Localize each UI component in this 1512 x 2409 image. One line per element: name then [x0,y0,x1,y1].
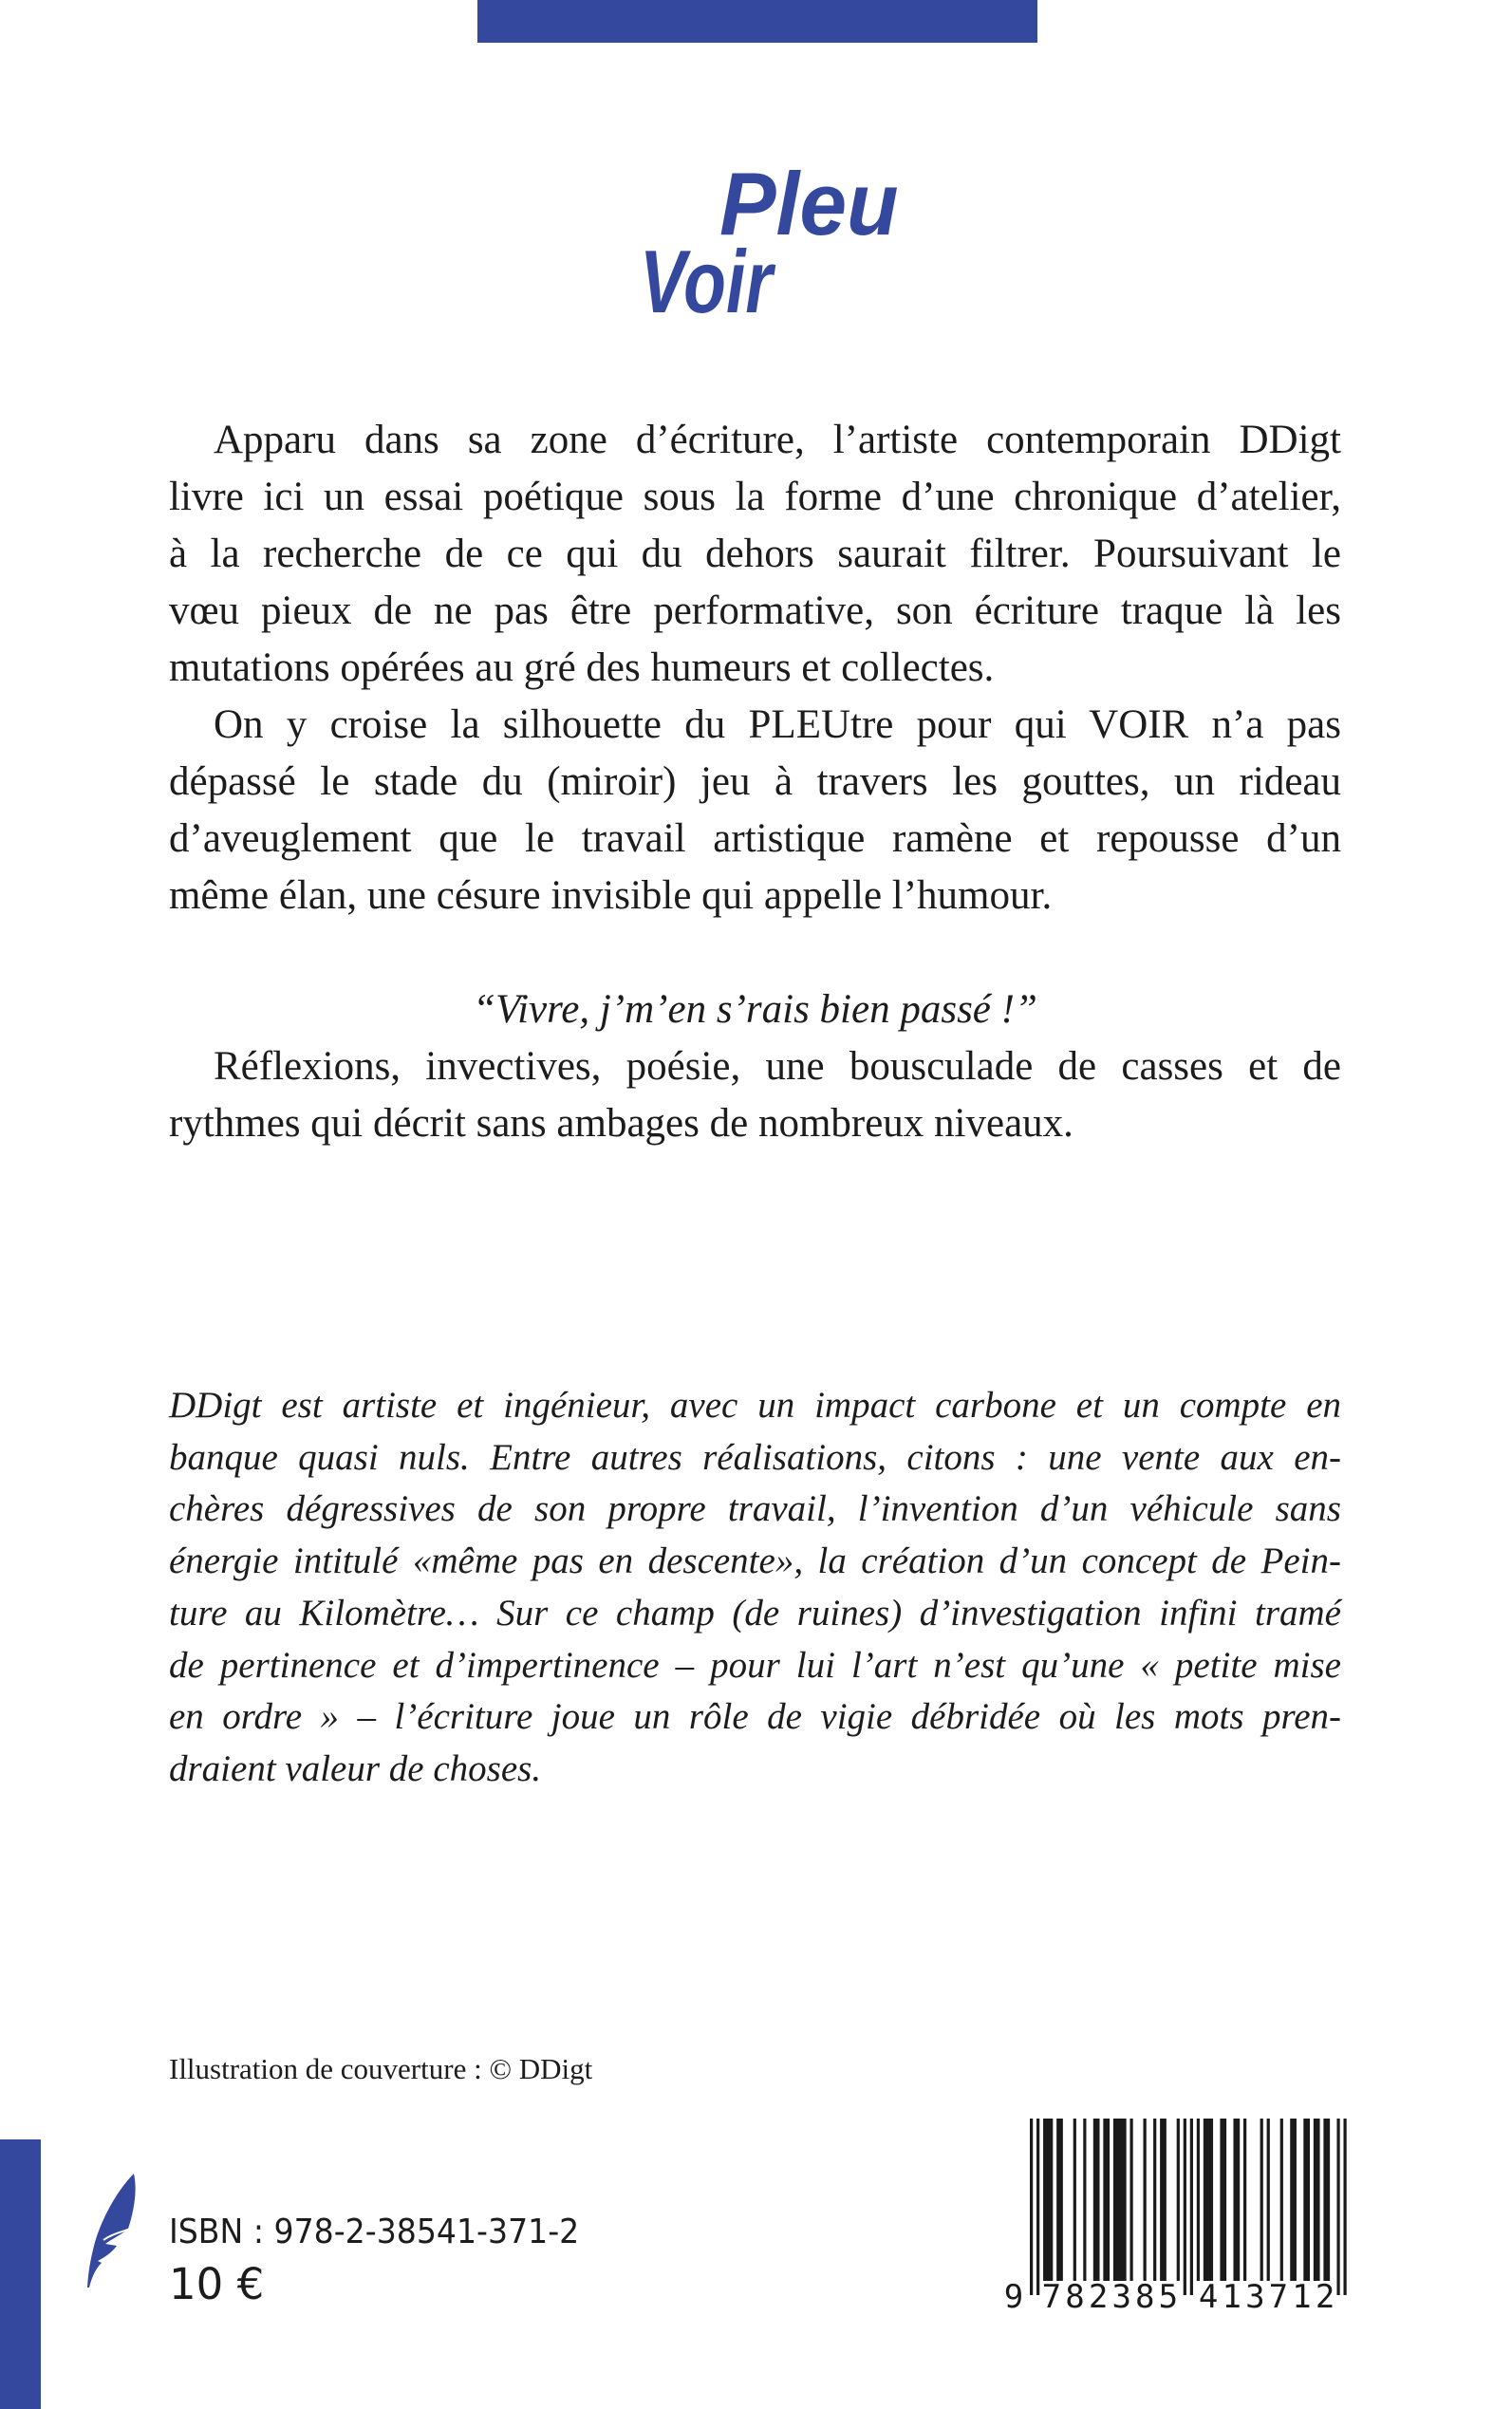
synopsis-line: On y croise la silhouette du PLEUtre pour qui VOIR n’a pas [214,702,1341,747]
barcode-bar [1043,2119,1053,2281]
barcode-digit: 8 [1135,2278,1155,2314]
barcode-bar [1103,2119,1110,2281]
synopsis-line: rythmes qui décrit sans ambages de nombreux niveaux. [169,1101,1073,1146]
barcode-digit: 7 [1268,2278,1289,2314]
synopsis-line: mutations opérées au gré des humeurs et collectes. [169,645,995,690]
barcode-bar [1184,2119,1186,2295]
synopsis-line: dépassé le stade du (miroir) jeu à travers les gouttes, un rideau [169,759,1341,804]
barcode-bar [1204,2119,1213,2281]
bio-line: DDigt est artiste et ingénieur, avec un impact carbone et un compte en [169,1385,1341,1426]
barcode-digit: 2 [1088,2278,1109,2314]
title-line-1: Pleu [719,154,899,253]
barcode-digit: 1 [1222,2278,1241,2314]
barcode-bar [1343,2119,1346,2295]
barcode-bar [1303,2119,1310,2281]
barcode-bar [1280,2119,1283,2281]
barcode-digit: 2 [1315,2278,1335,2314]
barcode-bar [1113,2119,1127,2281]
barcode-bar [1030,2119,1033,2295]
barcode-bar [1056,2119,1063,2281]
barcode-bar [1190,2119,1193,2295]
barcode-digit: 4 [1198,2278,1219,2314]
barcode-bar [1197,2119,1200,2281]
synopsis-line: vœu pieux de ne pas être performative, son écriture traque là les [169,588,1341,633]
bio-line: banque quasi nuls. Entre autres réalisations, citons : une vente aux en- [169,1436,1341,1478]
bio-line: en ordre » – l’écriture joue un rôle de vigie débridée où les mots pren- [169,1696,1341,1738]
barcode-bar [1220,2119,1226,2281]
feather-icon [81,2170,141,2293]
barcode-bar [1036,2119,1039,2295]
bio-line: draient valeur de choses. [169,1747,542,1789]
barcode-bar [1153,2119,1156,2281]
bio-line: de pertinence et d’impertinence – pour lui l’art n’est qu’une « petite mise [169,1644,1341,1686]
barcode-bar [1073,2119,1076,2281]
barcode-bar [1160,2119,1167,2281]
barcode-bar [1093,2119,1100,2281]
barcode-bar [1233,2119,1240,2281]
price: 10 € [169,2259,265,2309]
barcode-bar [1267,2119,1270,2281]
barcode-bar [1314,2119,1320,2281]
author-bio [169,1380,1341,1796]
barcode-digit: 9 [1003,2278,1024,2314]
synopsis-line: même élan, une césure invisible qui appelle l’humour. [169,873,1053,918]
illustration-credit: Illustration de couverture : © DDigt [169,2052,593,2085]
bio-line: énergie intitulé «même pas en descente», la création d’un concept de Pein- [169,1541,1341,1582]
synopsis-line: d’aveuglement que le travail artistique ramène et repousse d’un [169,816,1341,861]
barcode-bar [1323,2119,1330,2281]
synopsis-paragraph-1 [169,412,1341,924]
barcode-bar [1243,2119,1246,2281]
bio-line: ture au Kilomètre… Sur ce champ (de ruines) d’investigation infini tramé [169,1592,1341,1634]
barcode-bar [1083,2119,1086,2281]
barcode-digit: 8 [1065,2278,1085,2314]
barcode-digit: 5 [1158,2278,1179,2314]
synopsis-line: Réflexions, invectives, poésie, une bousculade de casses et de [214,1044,1341,1089]
top-color-bar [477,0,1037,43]
synopsis-line: à la recherche de ce qui du dehors saurait filtrer. Poursuivant le [169,532,1341,576]
synopsis-paragraph-3 [169,1038,1341,1152]
barcode-bar [1129,2119,1132,2281]
synopsis-line: Apparu dans sa zone d’écriture, l’artiste contemporain DDigt [214,418,1341,462]
barcode-bar [1290,2119,1297,2281]
barcode-digit: 3 [1245,2278,1265,2314]
synopsis-quote: “Vivre, j’m’en s’rais bien passé !” [473,987,1037,1032]
barcode-bar [1336,2119,1339,2295]
barcode-bar [1144,2119,1147,2281]
barcode-digit: 1 [1292,2278,1312,2314]
isbn-barcode [997,2115,1357,2314]
isbn-number: ISBN : 978-2-38541-371-2 [169,2213,580,2251]
synopsis-line: livre ici un essai poétique sous la forme d’une chronique d’atelier, [169,475,1341,519]
side-color-strip [0,2139,41,2409]
barcode-bar [1260,2119,1263,2281]
barcode-digit: 3 [1111,2278,1131,2314]
title-line-2: Voir [640,232,773,331]
barcode-digit: 7 [1041,2278,1062,2314]
barcode-bar [1177,2119,1180,2281]
bio-line: chères dégressives de son propre travail, l’invention d’un véhicule sans [169,1488,1341,1530]
